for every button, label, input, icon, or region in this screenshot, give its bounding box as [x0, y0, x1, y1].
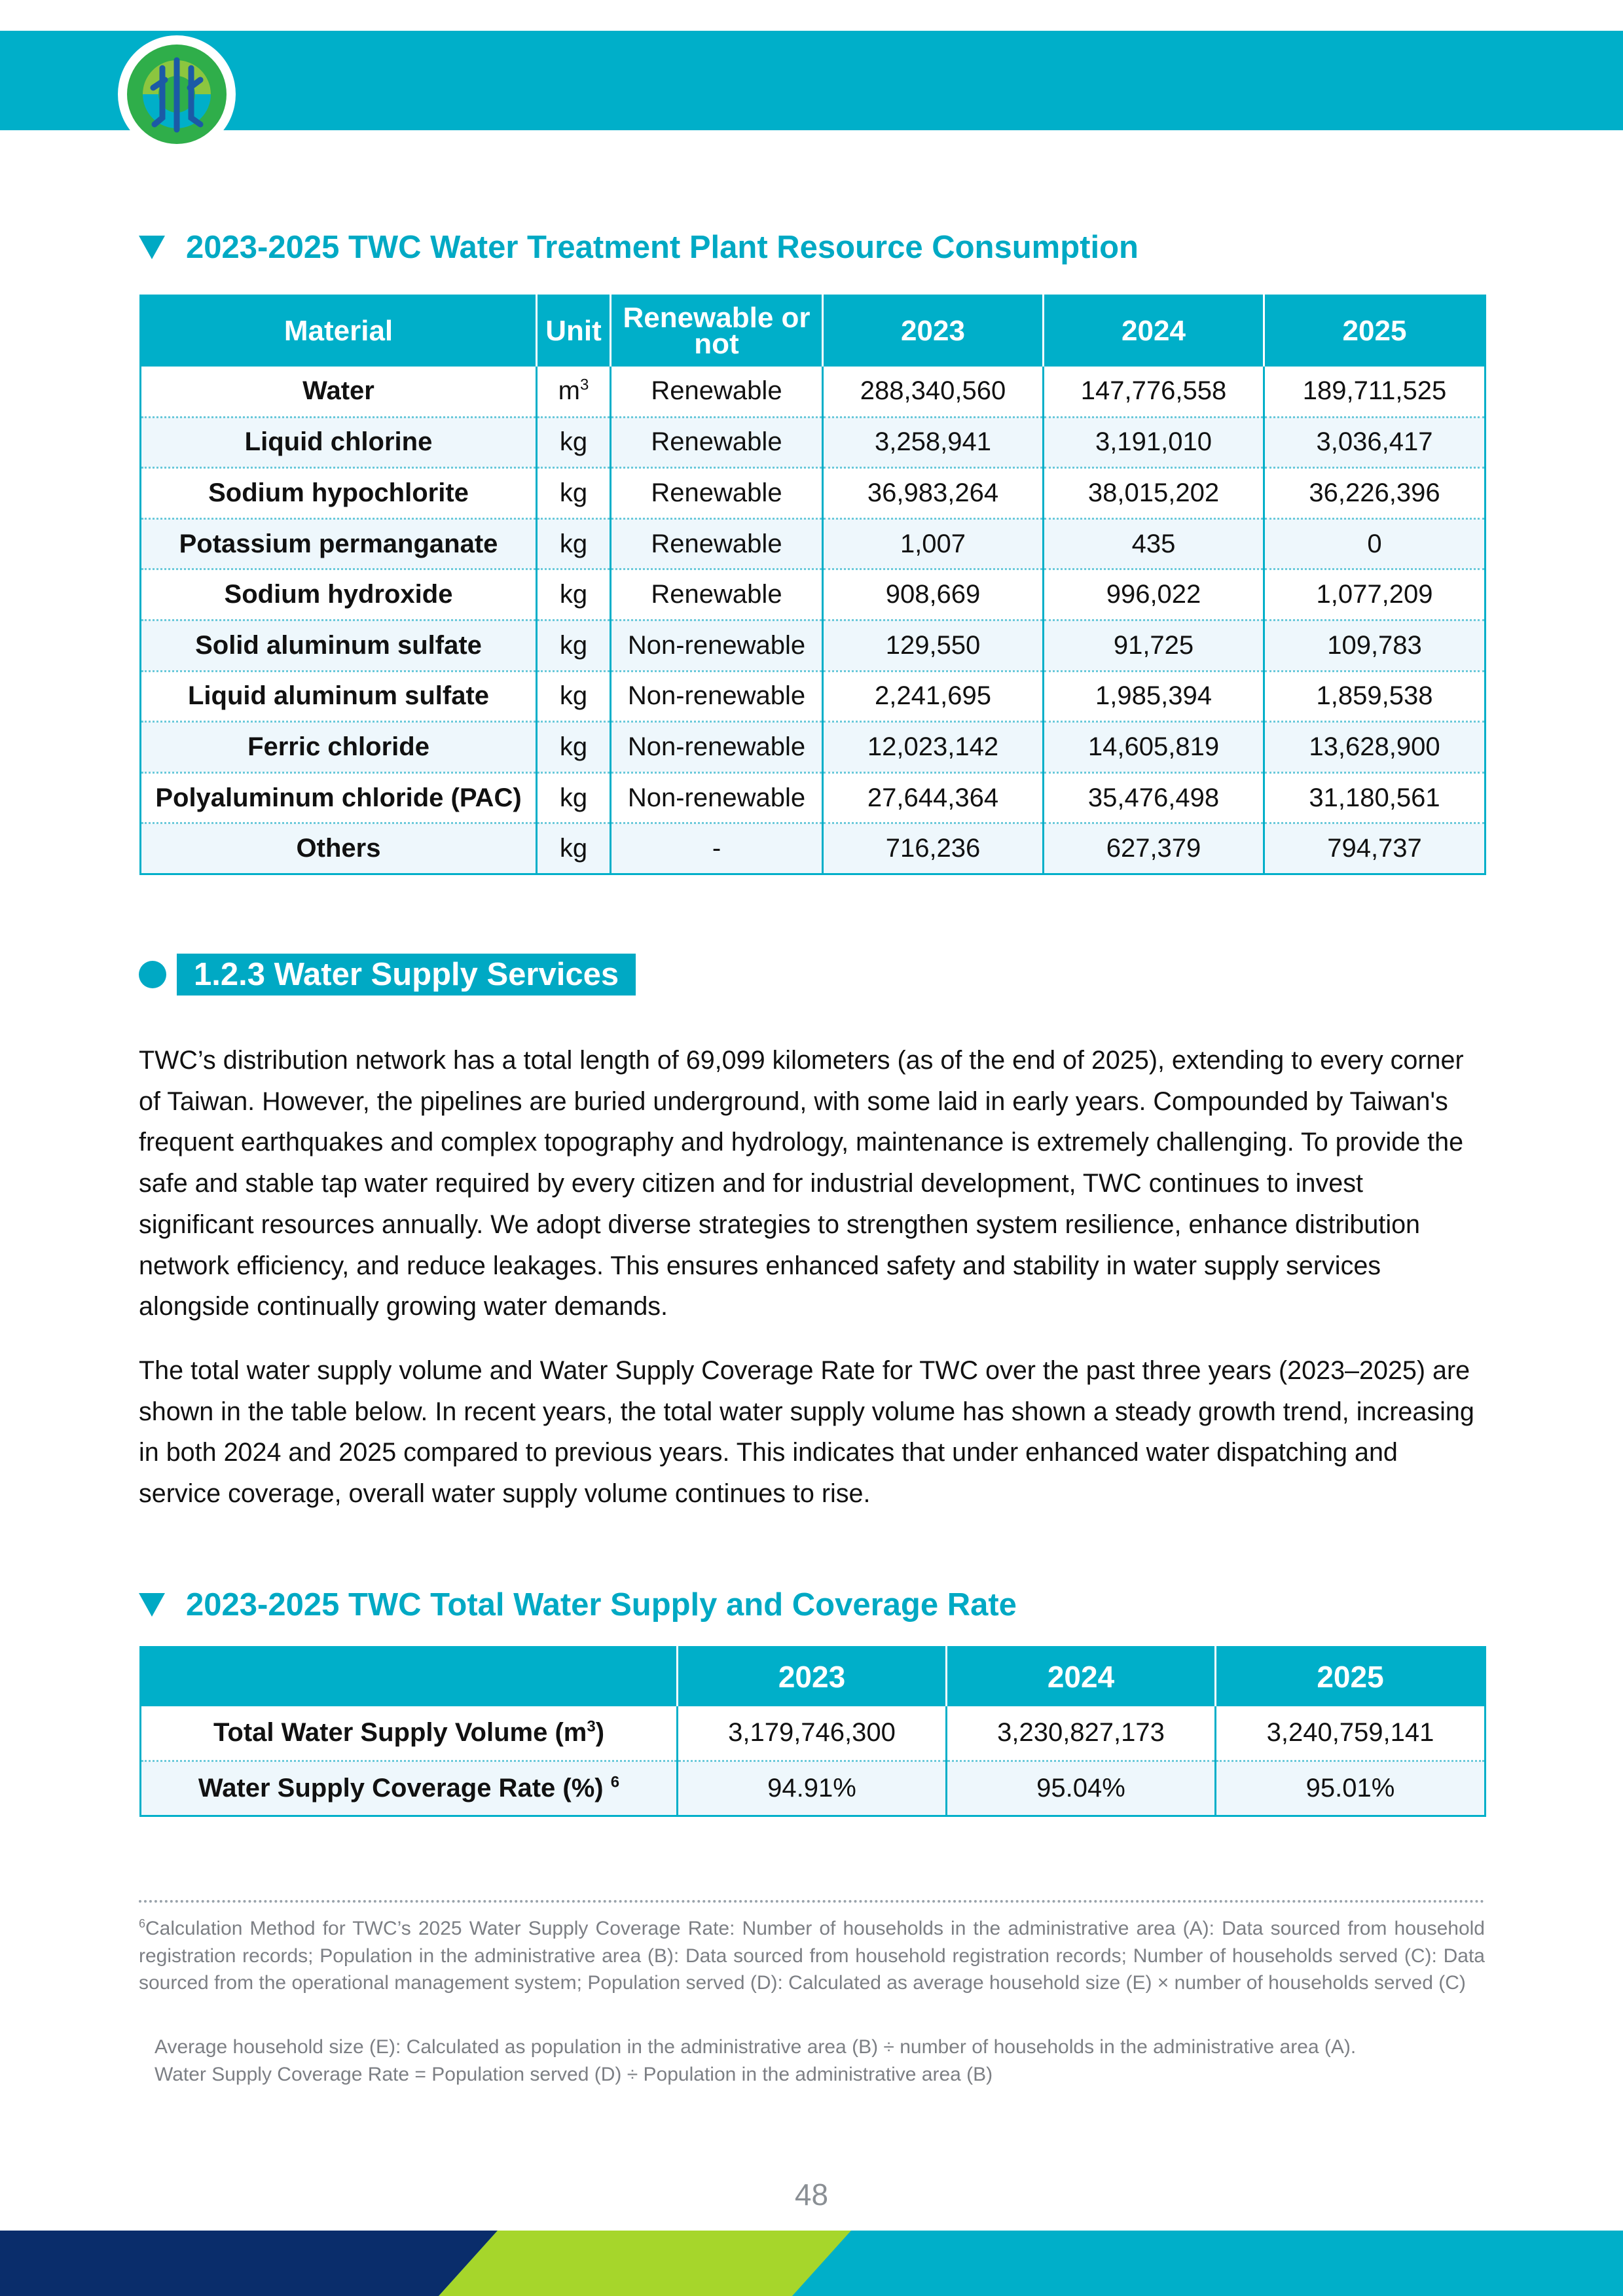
value-2025-cell: 36,226,396 — [1264, 468, 1486, 519]
value-2025-cell: 13,628,900 — [1264, 722, 1486, 773]
table-row — [141, 1706, 1486, 1761]
footnote-text: Average household size (E): Calculated as population in the administrative area (B) ÷ number of households in the administrative area (A). — [155, 2036, 1357, 2058]
material-cell: Solid aluminum sulfate — [141, 620, 537, 671]
renewable-cell: Renewable — [611, 417, 823, 468]
renewable-cell: Non-renewable — [611, 671, 823, 722]
triangle-down-icon — [139, 236, 165, 259]
water-supply-table — [139, 1646, 1486, 1817]
value-2023-cell: 94.91% — [678, 1761, 947, 1816]
table-row — [141, 772, 1486, 823]
unit-cell: kg — [537, 417, 611, 468]
value-2025-cell: 31,180,561 — [1264, 772, 1486, 823]
renewable-cell: Renewable — [611, 367, 823, 418]
table-row — [141, 722, 1486, 773]
value-2023-cell: 12,023,142 — [823, 722, 1044, 773]
value-2025-cell: 1,859,538 — [1264, 671, 1486, 722]
col-header-unit: Unit — [537, 296, 611, 367]
value-2024-cell: 14,605,819 — [1044, 722, 1264, 773]
value-2025-cell: 189,711,525 — [1264, 367, 1486, 418]
material-cell: Potassium permanganate — [141, 518, 537, 569]
value-2023-cell: 288,340,560 — [823, 367, 1044, 418]
unit-cell: kg — [537, 518, 611, 569]
value-2023-cell: 36,983,264 — [823, 468, 1044, 519]
value-2024-cell: 3,191,010 — [1044, 417, 1264, 468]
twc-logo — [117, 34, 237, 154]
body-paragraph: TWC’s distribution network has a total length of 69,099 kilometers (as of the end of 2025), extending to every corner of Taiwan. However, the pipelines are buried underground, with some laid in early years. Compounded by Taiwan's frequent earthquakes and complex topography and hydrology, maintenance is extremely challenging. To provide the safe and stable tap water required by every citizen and for industrial development, TWC continues to invest significant resources annually. We adopt diverse strategies to strengthen system resilience, enhance distribution network efficiency, and reduce leakages. This ensures enhanced safety and stability in water supply services alongside continually growing water demands. — [139, 1046, 1464, 1321]
col-header-empty — [141, 1647, 678, 1706]
unit-cell: kg — [537, 823, 611, 874]
value-2025-cell: 1,077,209 — [1264, 569, 1486, 620]
resource-consumption-table — [139, 295, 1486, 875]
value-2023-cell: 908,669 — [823, 569, 1044, 620]
value-2024-cell: 35,476,498 — [1044, 772, 1264, 823]
col-header-2024: 2024 — [1044, 296, 1264, 367]
material-cell: Others — [141, 823, 537, 874]
table-row — [141, 620, 1486, 671]
renewable-cell: Non-renewable — [611, 722, 823, 773]
value-2025-cell: 109,783 — [1264, 620, 1486, 671]
value-2023-cell: 3,258,941 — [823, 417, 1044, 468]
value-2024-cell: 627,379 — [1044, 823, 1264, 874]
unit-cell — [537, 367, 611, 418]
value-2025-cell: 3,036,417 — [1264, 417, 1486, 468]
value-2023-cell: 27,644,364 — [823, 772, 1044, 823]
material-cell: Sodium hypochlorite — [141, 468, 537, 519]
col-header-2024: 2024 — [947, 1647, 1216, 1706]
unit-cell: kg — [537, 620, 611, 671]
footnote-divider — [139, 1900, 1485, 1903]
table-row — [141, 1761, 1486, 1816]
value-2023-cell: 2,241,695 — [823, 671, 1044, 722]
value-2024-cell: 435 — [1044, 518, 1264, 569]
unit-superscript: 3 — [587, 1717, 596, 1736]
value-2025-cell: 0 — [1264, 518, 1486, 569]
value-2024-cell: 996,022 — [1044, 569, 1264, 620]
table-row — [141, 417, 1486, 468]
renewable-cell: Renewable — [611, 518, 823, 569]
value-2023-cell: 3,179,746,300 — [678, 1706, 947, 1761]
value-2023-cell: 129,550 — [823, 620, 1044, 671]
material-cell: Liquid aluminum sulfate — [141, 671, 537, 722]
value-2024-cell: 91,725 — [1044, 620, 1264, 671]
row-label-cell — [141, 1761, 678, 1816]
footnote-continuation — [139, 2034, 1485, 2088]
value-2023-cell: 1,007 — [823, 518, 1044, 569]
value-2024-cell: 38,015,202 — [1044, 468, 1264, 519]
table-header-row — [141, 1647, 1486, 1706]
unit-cell: kg — [537, 569, 611, 620]
row-label-cell — [141, 1706, 678, 1761]
table-row — [141, 671, 1486, 722]
page-number: 48 — [794, 2178, 829, 2212]
table2-heading — [139, 1587, 1017, 1623]
section-heading — [139, 954, 636, 996]
unit-cell: kg — [537, 722, 611, 773]
table1-heading — [139, 229, 1139, 266]
renewable-cell: - — [611, 823, 823, 874]
value-2024-cell: 95.04% — [947, 1761, 1216, 1816]
material-cell: Ferric chloride — [141, 722, 537, 773]
table2-title: 2023-2025 TWC Total Water Supply and Coverage Rate — [186, 1587, 1017, 1623]
renewable-cell: Renewable — [611, 468, 823, 519]
col-header-2023: 2023 — [678, 1647, 947, 1706]
row-label-text: Water Supply Coverage Rate (%) — [198, 1774, 604, 1803]
footer-band — [0, 2231, 1623, 2296]
table-row — [141, 823, 1486, 874]
value-2024-cell: 147,776,558 — [1044, 367, 1264, 418]
unit-cell: kg — [537, 772, 611, 823]
row-label-close: ) — [595, 1718, 605, 1748]
header-band — [0, 31, 1623, 130]
unit-superscript: 3 — [579, 376, 589, 394]
table-row — [141, 518, 1486, 569]
renewable-cell: Non-renewable — [611, 772, 823, 823]
triangle-down-icon — [139, 1593, 165, 1617]
table-row — [141, 569, 1486, 620]
value-2025-cell: 3,240,759,141 — [1216, 1706, 1486, 1761]
footnote-reference: 6 — [610, 1773, 620, 1791]
body-paragraph: The total water supply volume and Water Supply Coverage Rate for TWC over the past three years (2023–2025) are shown in the table below. In recent years, the total water supply volume has shown a steady growth trend, increasing in both 2024 and 2025 compared to previous years. This indicates that under enhanced water dispatching and service coverage, overall water supply volume continues to rise. — [139, 1356, 1474, 1509]
renewable-cell: Renewable — [611, 569, 823, 620]
section-title: 1.2.3 Water Supply Services — [177, 954, 636, 996]
table1-title: 2023-2025 TWC Water Treatment Plant Resource Consumption — [186, 230, 1139, 265]
table-header-row — [141, 296, 1486, 367]
value-2024-cell: 3,230,827,173 — [947, 1706, 1216, 1761]
value-2024-cell: 1,985,394 — [1044, 671, 1264, 722]
table-row — [141, 367, 1486, 418]
material-cell: Water — [141, 367, 537, 418]
value-2025-cell: 95.01% — [1216, 1761, 1486, 1816]
col-header-2025: 2025 — [1264, 296, 1486, 367]
bullet-dot-icon — [139, 961, 166, 988]
col-header-renewable: Renewable or not — [611, 296, 823, 367]
col-header-2023: 2023 — [823, 296, 1044, 367]
unit-text: m — [558, 376, 580, 406]
col-header-2025: 2025 — [1216, 1647, 1486, 1706]
value-2023-cell: 716,236 — [823, 823, 1044, 874]
unit-cell: kg — [537, 671, 611, 722]
row-label-text: Total Water Supply Volume (m — [213, 1718, 587, 1748]
footnote-text: Calculation Method for TWC’s 2025 Water Supply Coverage Rate: Number of households in the administrative area (A): Data sourced from household registration records; Population in the administrative area (B): Data sourced from household registration records; Number of households served (C): Data sourced from the operational management system; Population served (D): Calculated as average household size (E) × number of households served (C) — [139, 1918, 1485, 1994]
material-cell: Polyaluminum chloride (PAC) — [141, 772, 537, 823]
value-2025-cell: 794,737 — [1264, 823, 1486, 874]
table-row — [141, 468, 1486, 519]
renewable-cell: Non-renewable — [611, 620, 823, 671]
footnote — [139, 1915, 1485, 1997]
material-cell: Liquid chlorine — [141, 417, 537, 468]
col-header-material: Material — [141, 296, 537, 367]
footnote-text: Water Supply Coverage Rate = Population served (D) ÷ Population in the administrative area (B) — [155, 2063, 993, 2085]
unit-cell: kg — [537, 468, 611, 519]
material-cell: Sodium hydroxide — [141, 569, 537, 620]
footnote-marker: 6 — [139, 1917, 146, 1930]
